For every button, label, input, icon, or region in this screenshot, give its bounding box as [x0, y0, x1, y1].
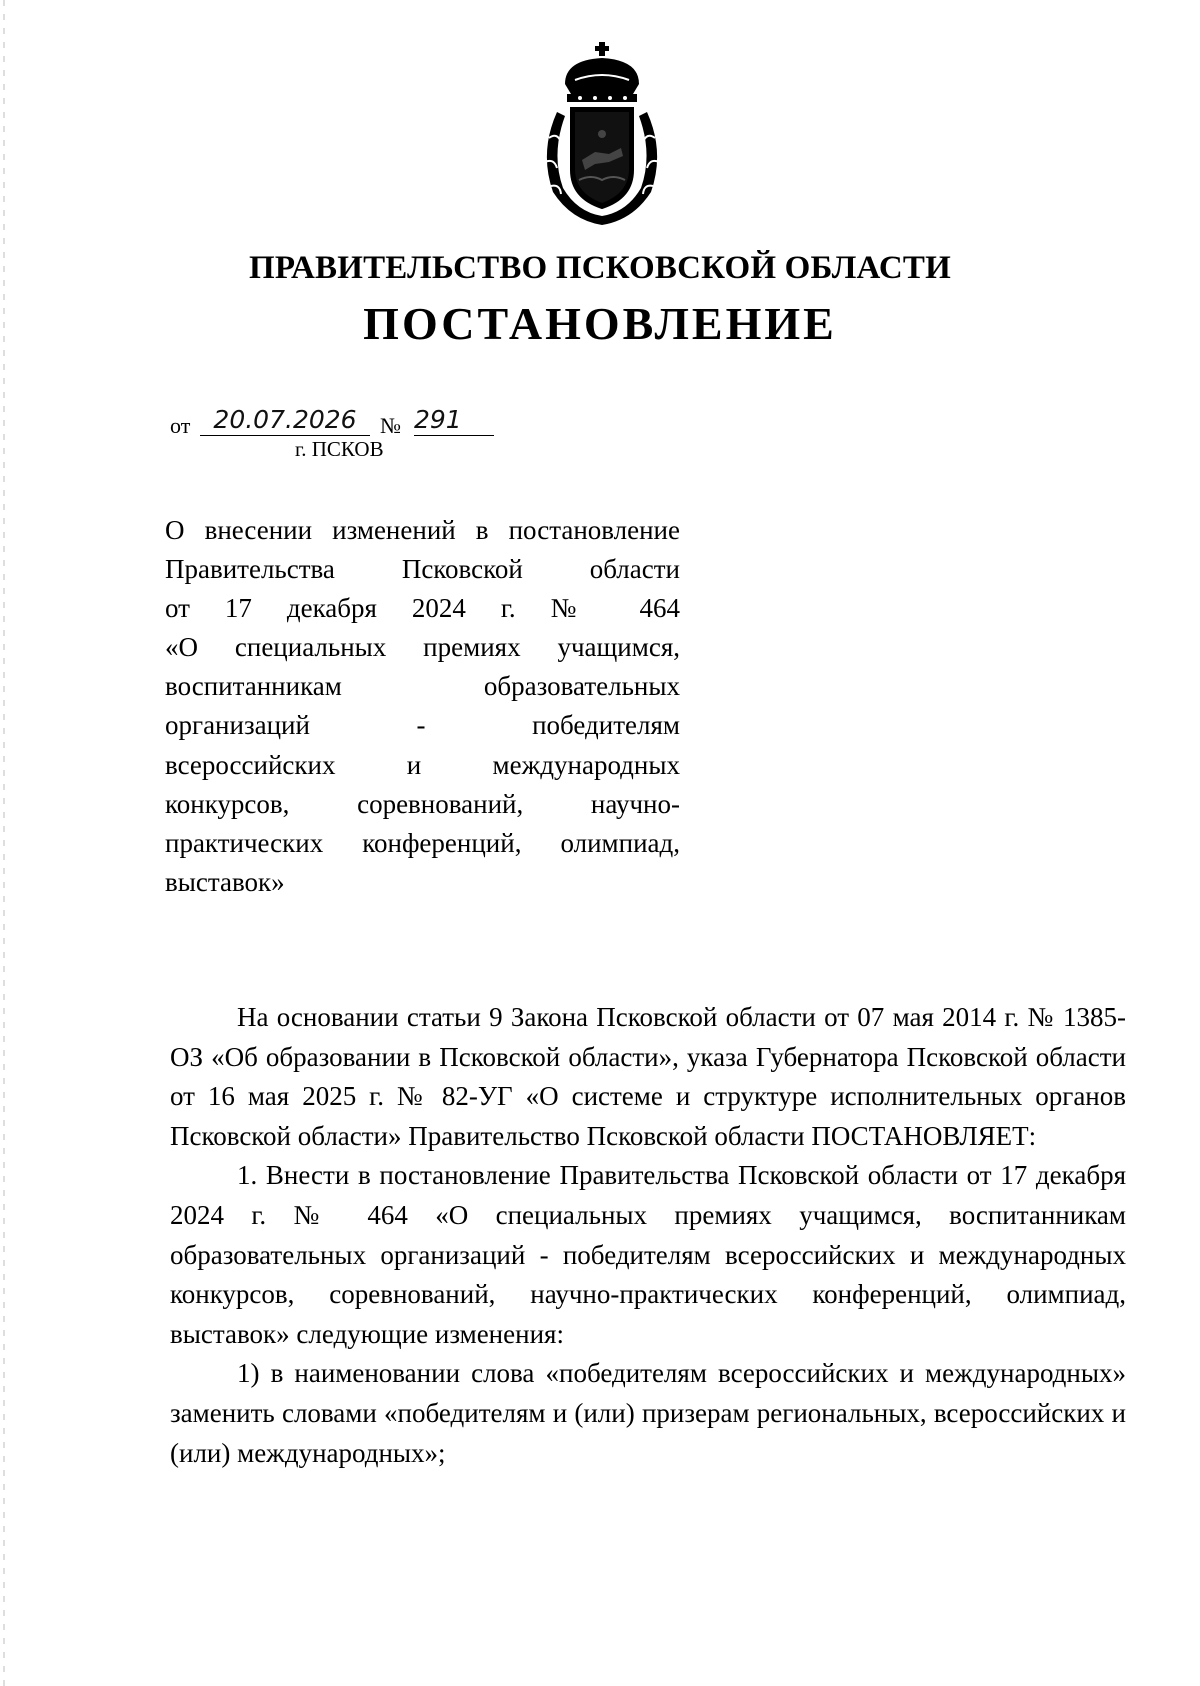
- document-subject: [165, 511, 680, 902]
- subject-line: О внесении изменений в постановление: [165, 515, 680, 545]
- document-body: [170, 998, 1126, 1473]
- government-title: ПРАВИТЕЛЬСТВО ПСКОВСКОЙ ОБЛАСТИ: [248, 250, 952, 286]
- subject-line: конкурсов, соревнований, научно-: [165, 788, 680, 819]
- item-1-1-paragraph: 1) в наименовании слова «победителям всероссийских и международных» заменить словами «победителям и (или) призерам региональных, всероссийских и (или) международных»;: [170, 1358, 1126, 1468]
- subject-line: всероссийских и международных: [165, 749, 680, 780]
- handwritten-date: 20.07.2026: [200, 405, 370, 436]
- subject-line: «О специальных премиях учащимся,: [165, 632, 680, 663]
- date-number-line: [170, 405, 570, 439]
- handwritten-number: 291: [414, 405, 494, 436]
- number-label: №: [380, 413, 401, 438]
- subject-line: Правительства Псковской области: [165, 554, 680, 585]
- subject-line: выставок»: [165, 866, 285, 897]
- coat-of-arms-emblem: [535, 42, 670, 227]
- from-label: от: [170, 413, 191, 438]
- preamble-paragraph: На основании статьи 9 Закона Псковской области от 07 мая 2014 г. № 1385-ОЗ «Об образовании в Псковской области», указа Губернатора Псковской области от 16 мая 2025 г. № 82-УГ «О системе и структуре исполнительных органов Псковской области» Правительство Псковской области ПОСТАНОВЛЯЕТ:: [170, 1002, 1126, 1151]
- subject-line: практических конференций, олимпиад,: [165, 827, 680, 858]
- subject-line: воспитанникам образовательных: [165, 671, 680, 702]
- subject-line: от 17 декабря 2024 г. № 464: [165, 593, 680, 624]
- city-label: г. ПСКОВ: [295, 437, 384, 461]
- document-type-title: ПОСТАНОВЛЕНИЕ: [363, 298, 837, 349]
- item-1-paragraph: 1. Внести в постановление Правительства Псковской области от 17 декабря 2024 г. № 464 «О специальных премиях учащимся, воспитанникам образовательных организаций - победителям всероссийских и международных конкурсов, соревнований, научно-практических конференций, олимпиад, выставок» следующие изменения:: [170, 1160, 1126, 1349]
- subject-line: организаций - победителям: [165, 710, 680, 741]
